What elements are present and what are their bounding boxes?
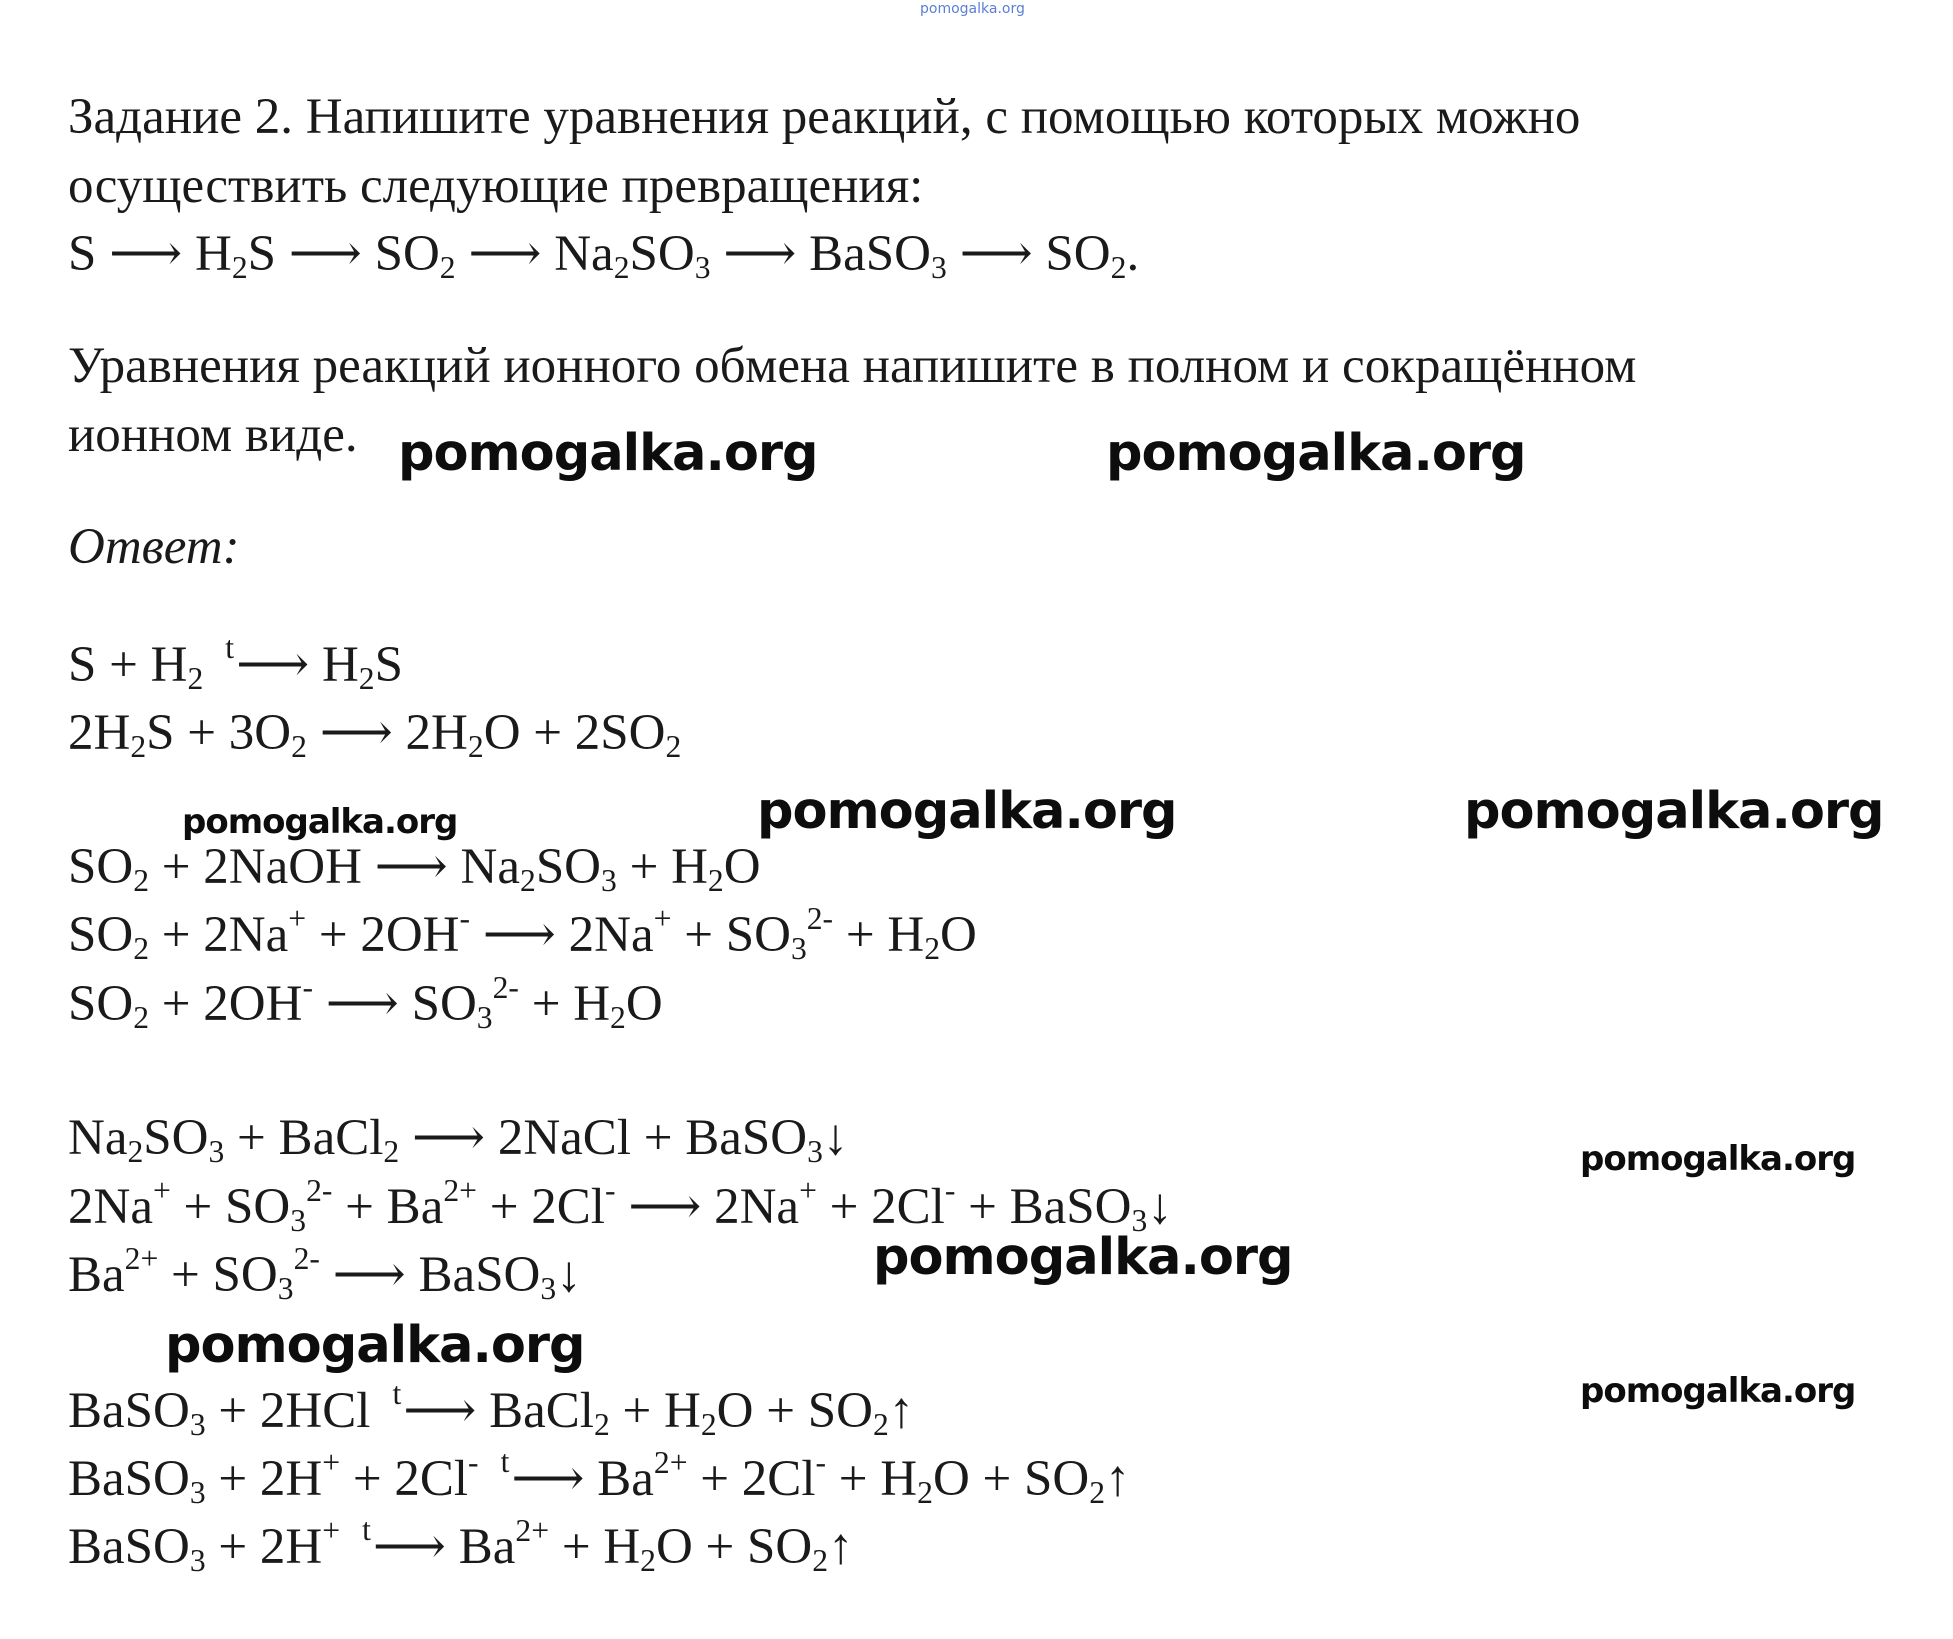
watermark: pomogalka.org [1464,782,1884,841]
task-line-1: Задание 2. Напишите уравнения реакций, с помощью которых можно [68,89,1581,145]
equation-10: BaSO$_3$ + 2H+ + 2Cl- $^t$⟶ $Ba^{2+} + 2Cl^- + H_2O$ + $SO_2↑$ [68,1444,1131,1510]
watermark: pomogalka.org [398,424,818,483]
watermark: pomogalka.org [757,782,1177,841]
transformation-chain: S ⟶ $H_2S$ ⟶ $SO_2$ ⟶ $Na_2SO_3$ ⟶ BaSO$_3$ ⟶ $SO_2$. [68,226,1140,285]
equation-1: $S + H_2^t⟶$ $H_2S$ [68,630,403,696]
equation-2: $2H_2S + 3O_2$ ⟶ $2H_2O + 2SO_2$ [68,705,682,764]
equation-11: BaSO$_3$ + 2H+ $^t$⟶ $Ba^{2+} + H_2O$ + $SO_2↑$ [68,1512,854,1578]
equation-5: $SO_2 + 2OH^-$ ⟶ $SO_3^{2-} + H_2O$ [68,969,663,1035]
ionic-instruction-line-1: Уравнения реакций ионного обмена напишите в полном и сокращённом [68,338,1637,394]
watermark: pomogalka.org [1106,424,1526,483]
watermark: pomogalka.org [873,1228,1293,1287]
task-line-2: осуществить следующие превращения: [68,158,924,214]
watermark-top: pomogalka.org [920,1,1025,17]
watermark: pomogalka.org [165,1316,585,1375]
watermark: pomogalka.org [1580,1139,1856,1179]
equation-6: $Na_2SO_3$ + BaCl$_2$ ⟶ 2NaCl + BaSO$_3$↓ [68,1110,849,1169]
equation-3: $SO_2$ + 2NaOH ⟶ $Na_2SO_3 + H_2O$ [68,839,761,898]
watermark: pomogalka.org [1580,1371,1856,1411]
equation-9: BaSO$_3$ + 2HCl $^t$⟶ BaCl$_2$ + $H_2O$ + $SO_2↑$ [68,1376,915,1442]
watermark: pomogalka.org [182,802,458,842]
equation-4: $SO_2 + 2Na^+ + 2OH^-$ ⟶ $2Na^+ + SO_3^{2-} + H_2O$ [68,900,977,966]
equation-8: $Ba^{2+} + SO_3^{2-}$ ⟶ BaSO$_3$↓ [68,1240,582,1306]
answer-label: Ответ: [68,519,240,575]
ionic-instruction-line-2: ионном виде. [68,407,358,463]
equation-7: $2Na^+ + SO_3^{2-} + Ba^{2+} + 2Cl^-$ ⟶ 2Na+ + 2Cl- + BaSO$_3$↓ [68,1172,1173,1238]
